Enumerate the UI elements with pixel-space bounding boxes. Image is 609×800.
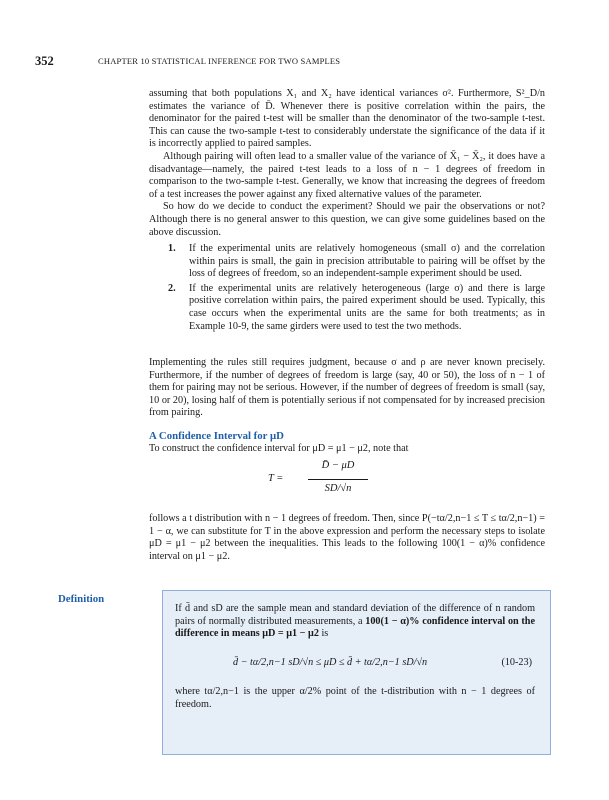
running-head — [35, 54, 575, 70]
paragraph-2: Although pairing will often lead to a smaller value of the variance of X̄₁ − X̄₂, it does have a disadvantage—namely, the paired t-test leads to a loss of n − 1 degrees of freedom in comparison to the two-sample t-test. Generally, we know that increasing the degrees of freedom of a test increases the power against any fixed alternative values of the parameter. — [149, 150, 545, 200]
chapter-title: CHAPTER 10 STATISTICAL INFERENCE FOR TWO SAMPLES — [98, 56, 341, 66]
definition-text-bold: 100(1 − α)% confidence interval on the difference in means μD = μ1 − μ2 — [175, 615, 535, 640]
fraction-bar — [308, 479, 368, 480]
body-text-after-list — [149, 357, 545, 420]
confidence-interval-equation: d̄ − tα/2,n−1 sD/√n ≤ μD ≤ d̄ + tα/2,n−1 sD/√n — [233, 657, 428, 668]
paragraph-after-list: Implementing the rules still requires judgment, because σ and ρ are never known precisely. Furthermore, if the number of degrees of freedom is large (say, 40 or 50), the loss of n − 1 of them for pairing may not be serious. However, if the number of degrees of freedom is small (say, 10 or 20), losing half of them is potentially serious if not compensated for by increased precision from pairing. — [149, 357, 545, 419]
list-item-text: If the experimental units are relatively heterogeneous (large σ) and there is large positive correlation within pairs, the paired experiment should be used. Typically, this case occurs when the experimental units are the same for both treatments; as in Example 10-9, the same girders were used to test the two methods. — [189, 282, 545, 332]
list-item-text: If the experimental units are relatively homogeneous (small σ) and the correlation within pairs is small, the gain in precision attributable to pairing will be offset by the loss of degrees of freedom, so an independent-sample experiment should be used. — [189, 243, 545, 280]
definition-label: Definition — [58, 593, 105, 605]
section-heading: A Confidence Interval for μD — [149, 430, 284, 442]
body-text-top — [149, 88, 545, 239]
definition-text-part2: is — [318, 628, 329, 640]
equation-number: (10-23) — [501, 657, 532, 668]
section-text-after — [149, 513, 545, 563]
definition-footnote: where tα/2,n−1 is the upper α/2% point of the t-distribution with n − 1 degrees of freedom. — [175, 686, 535, 710]
equation-numerator: D̄ − μD — [321, 460, 355, 471]
page-number: 352 — [35, 54, 54, 68]
section-paragraph: follows a t distribution with n − 1 degrees of freedom. Then, since P(−tα/2,n−1 ≤ T ≤ tα/2,n−1) = 1 − α, we can substitute for T in the above expression and perform the necessary steps to isolate μD = μ1 − μ2 between the inequalities. This leads to the following 100(1 − α)% confidence interval on μ1 − μ2. — [149, 513, 545, 562]
section-intro — [149, 443, 545, 456]
guideline-list — [168, 243, 545, 335]
definition-text-part1: If d̄ and sD are the sample mean and standard deviation of the difference of n random pairs of normally distributed measurements, a — [175, 603, 535, 627]
list-item-number: 2. — [168, 282, 176, 294]
t-statistic-equation — [268, 458, 418, 504]
equation-lhs: T = — [268, 473, 284, 484]
equation-denominator: SD/√n — [324, 483, 352, 494]
section-intro-text: To construct the confidence interval for μD = μ1 − μ2, note that — [149, 443, 409, 454]
definition-box — [162, 590, 551, 755]
paragraph-3: So how do we decide to conduct the experiment? Should we pair the observations or not? Although there is no general answer to this question, we can give some guidelines based on the above discussion. — [149, 201, 545, 238]
definition-text — [175, 603, 535, 641]
list-item — [168, 283, 545, 333]
list-item — [168, 243, 545, 281]
list-item-number: 1. — [168, 243, 176, 254]
paragraph-1: assuming that both populations X₁ and X₂ have identical variances σ². Furthermore, S²_D/n estimates the variance of D̄. Whenever there is positive correlation within the pairs, the denominator for the paired t-test will be smaller than the denominator of the two-sample t-test. This can cause the two-sample t-test to considerably understate the significance of the data if it is incorrectly applied to paired samples. — [149, 88, 545, 150]
